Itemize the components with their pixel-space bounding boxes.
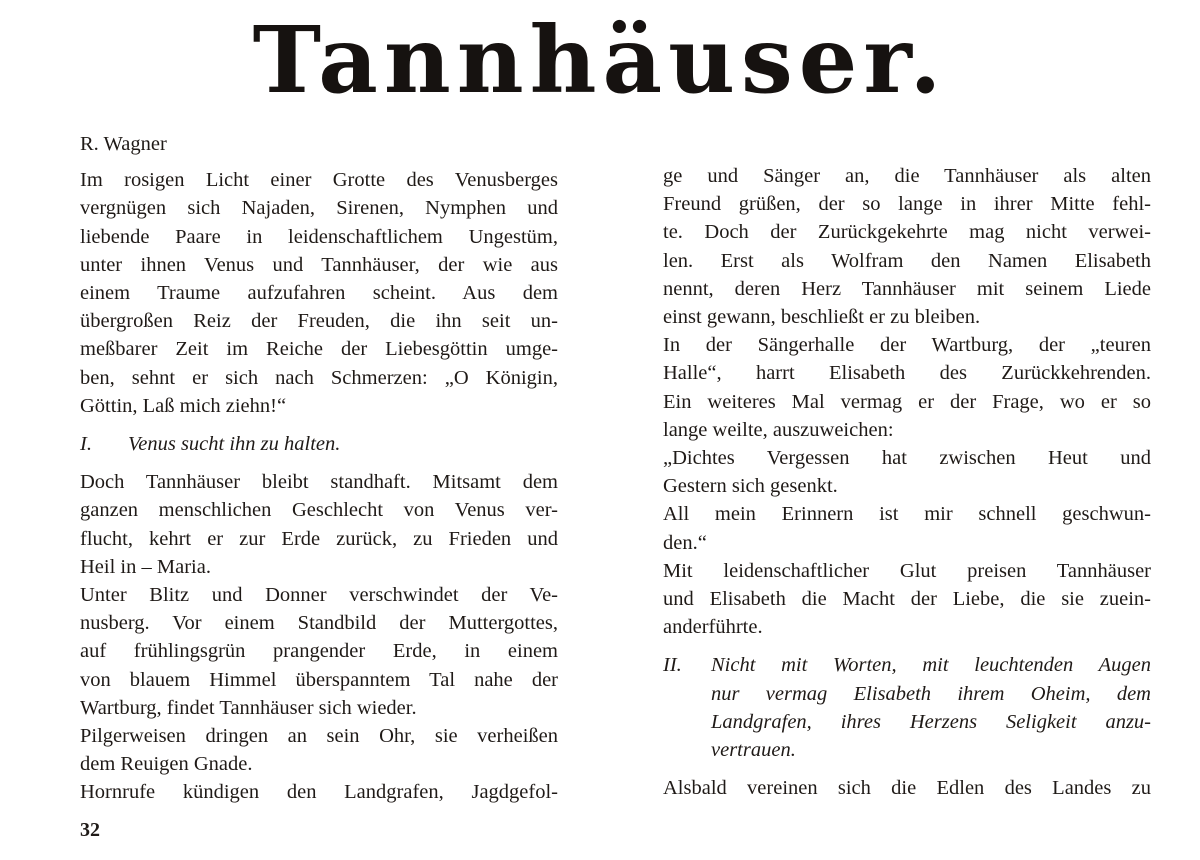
text-line: nusberg. Vor einem Standbild der Muttergottes, bbox=[80, 612, 558, 635]
text-line: Göttin, Laß mich ziehn!“ bbox=[80, 394, 287, 417]
illustration-caption-1 bbox=[80, 430, 558, 458]
text-line: unter ihnen Venus und Tannhäuser, der wie aus bbox=[80, 253, 558, 276]
paragraph-pilgrims bbox=[80, 722, 558, 778]
paragraph-love bbox=[663, 557, 1151, 642]
author-line: R. Wagner bbox=[80, 133, 167, 155]
text-line: einem Traume aufzufahren scheint. Aus dem bbox=[80, 282, 558, 305]
text-line: „Dichtes Vergessen hat zwischen Heut und bbox=[663, 447, 1151, 470]
caption-text: Nicht mit Worten, mit leuchtenden Augen bbox=[711, 654, 1151, 677]
text-line: auf frühlingsgrün prangender Erde, in einem bbox=[80, 640, 558, 663]
page-number: 32 bbox=[80, 819, 100, 841]
text-line: Gestern sich gesenkt. bbox=[663, 475, 838, 498]
text-line: Im rosigen Licht einer Grotte des Venusberges bbox=[80, 169, 558, 192]
text-line: ganzen menschlichen Geschlecht von Venus ver- bbox=[80, 499, 558, 522]
right-column bbox=[663, 162, 1151, 802]
text-line: den.“ bbox=[663, 531, 707, 554]
text-line: anderführte. bbox=[663, 616, 763, 639]
text-line: In der Sängerhalle der Wartburg, der „teuren bbox=[663, 334, 1151, 357]
text-line: nennt, deren Herz Tannhäuser mit seinem Liede bbox=[663, 277, 1151, 300]
paragraph-greeting bbox=[663, 162, 1151, 331]
illustration-caption-2 bbox=[663, 651, 1151, 764]
caption-number: I. bbox=[80, 433, 92, 456]
text-line: Wartburg, findet Tannhäuser sich wieder. bbox=[80, 696, 417, 719]
page-title: Tannhäuser. bbox=[252, 6, 948, 114]
text-line: von blauem Himmel überspanntem Tal nahe der bbox=[80, 668, 558, 691]
caption-text: nur vermag Elisabeth ihrem Oheim, dem bbox=[711, 682, 1151, 705]
text-line: vergnügen sich Najaden, Sirenen, Nymphen und bbox=[80, 197, 558, 220]
quote-memory bbox=[663, 500, 1151, 556]
left-column bbox=[80, 130, 558, 807]
text-line: Pilgerweisen dringen an sein Ohr, sie verheißen bbox=[80, 725, 558, 748]
text-line: len. Erst als Wolfram den Namen Elisabeth bbox=[663, 249, 1151, 272]
paragraph-thunder bbox=[80, 581, 558, 722]
text-line: Hornrufe kündigen den Landgrafen, Jagdgefol- bbox=[80, 781, 558, 804]
text-line: Mit leidenschaftlicher Glut preisen Tannhäuser bbox=[663, 559, 1151, 582]
text-line: Freund grüßen, der so lange in ihrer Mitte fehl- bbox=[663, 193, 1151, 216]
caption-text: Venus sucht ihn zu halten. bbox=[128, 433, 341, 456]
text-line: ben, sehnt er sich nach Schmerzen: „O Königin, bbox=[80, 366, 558, 389]
caption-text: Landgrafen, ihres Herzens Seligkeit anzu- bbox=[711, 710, 1151, 733]
paragraph-nobles bbox=[663, 774, 1151, 802]
paragraph-steadfast bbox=[80, 468, 558, 581]
text-line: Unter Blitz und Donner verschwindet der Ve- bbox=[80, 584, 558, 607]
quote-forgetting bbox=[663, 444, 1151, 500]
text-line: Doch Tannhäuser bleibt standhaft. Mitsamt dem bbox=[80, 471, 558, 494]
text-line: lange weilte, auszuweichen: bbox=[663, 418, 894, 441]
text-line: liebende Paare in leidenschaftlichem Ungestüm, bbox=[80, 225, 558, 248]
text-line: flucht, kehrt er zur Erde zurück, zu Frieden und bbox=[80, 527, 558, 550]
text-line: All mein Erinnern ist mir schnell geschwun- bbox=[663, 503, 1151, 526]
text-line: meßbarer Zeit im Reiche der Liebesgöttin umge- bbox=[80, 338, 558, 361]
paragraph-grotto bbox=[80, 166, 558, 420]
text-line: dem Reuigen Gnade. bbox=[80, 753, 253, 776]
text-line: Ein weiteres Mal vermag er der Frage, wo er so bbox=[663, 390, 1151, 413]
text-line: einst gewann, beschließt er zu bleiben. bbox=[663, 306, 981, 329]
caption-text: vertrauen. bbox=[711, 739, 796, 762]
paragraph-horns bbox=[80, 778, 558, 806]
text-line: Halle“, harrt Elisabeth des Zurückkehrenden. bbox=[663, 362, 1151, 385]
caption-number: II. bbox=[663, 654, 682, 677]
paragraph-hall bbox=[663, 331, 1151, 444]
text-line: te. Doch der Zurückgekehrte mag nicht verwei- bbox=[663, 221, 1151, 244]
text-line: Heil in – Maria. bbox=[80, 555, 211, 578]
text-line: Alsbald vereinen sich die Edlen des Landes zu bbox=[663, 777, 1151, 800]
text-line: und Elisabeth die Macht der Liebe, die sie zuein- bbox=[663, 588, 1151, 611]
text-line: ge und Sänger an, die Tannhäuser als alten bbox=[663, 165, 1151, 187]
text-line: übergroßen Reiz der Freuden, die ihn seit un- bbox=[80, 310, 558, 333]
